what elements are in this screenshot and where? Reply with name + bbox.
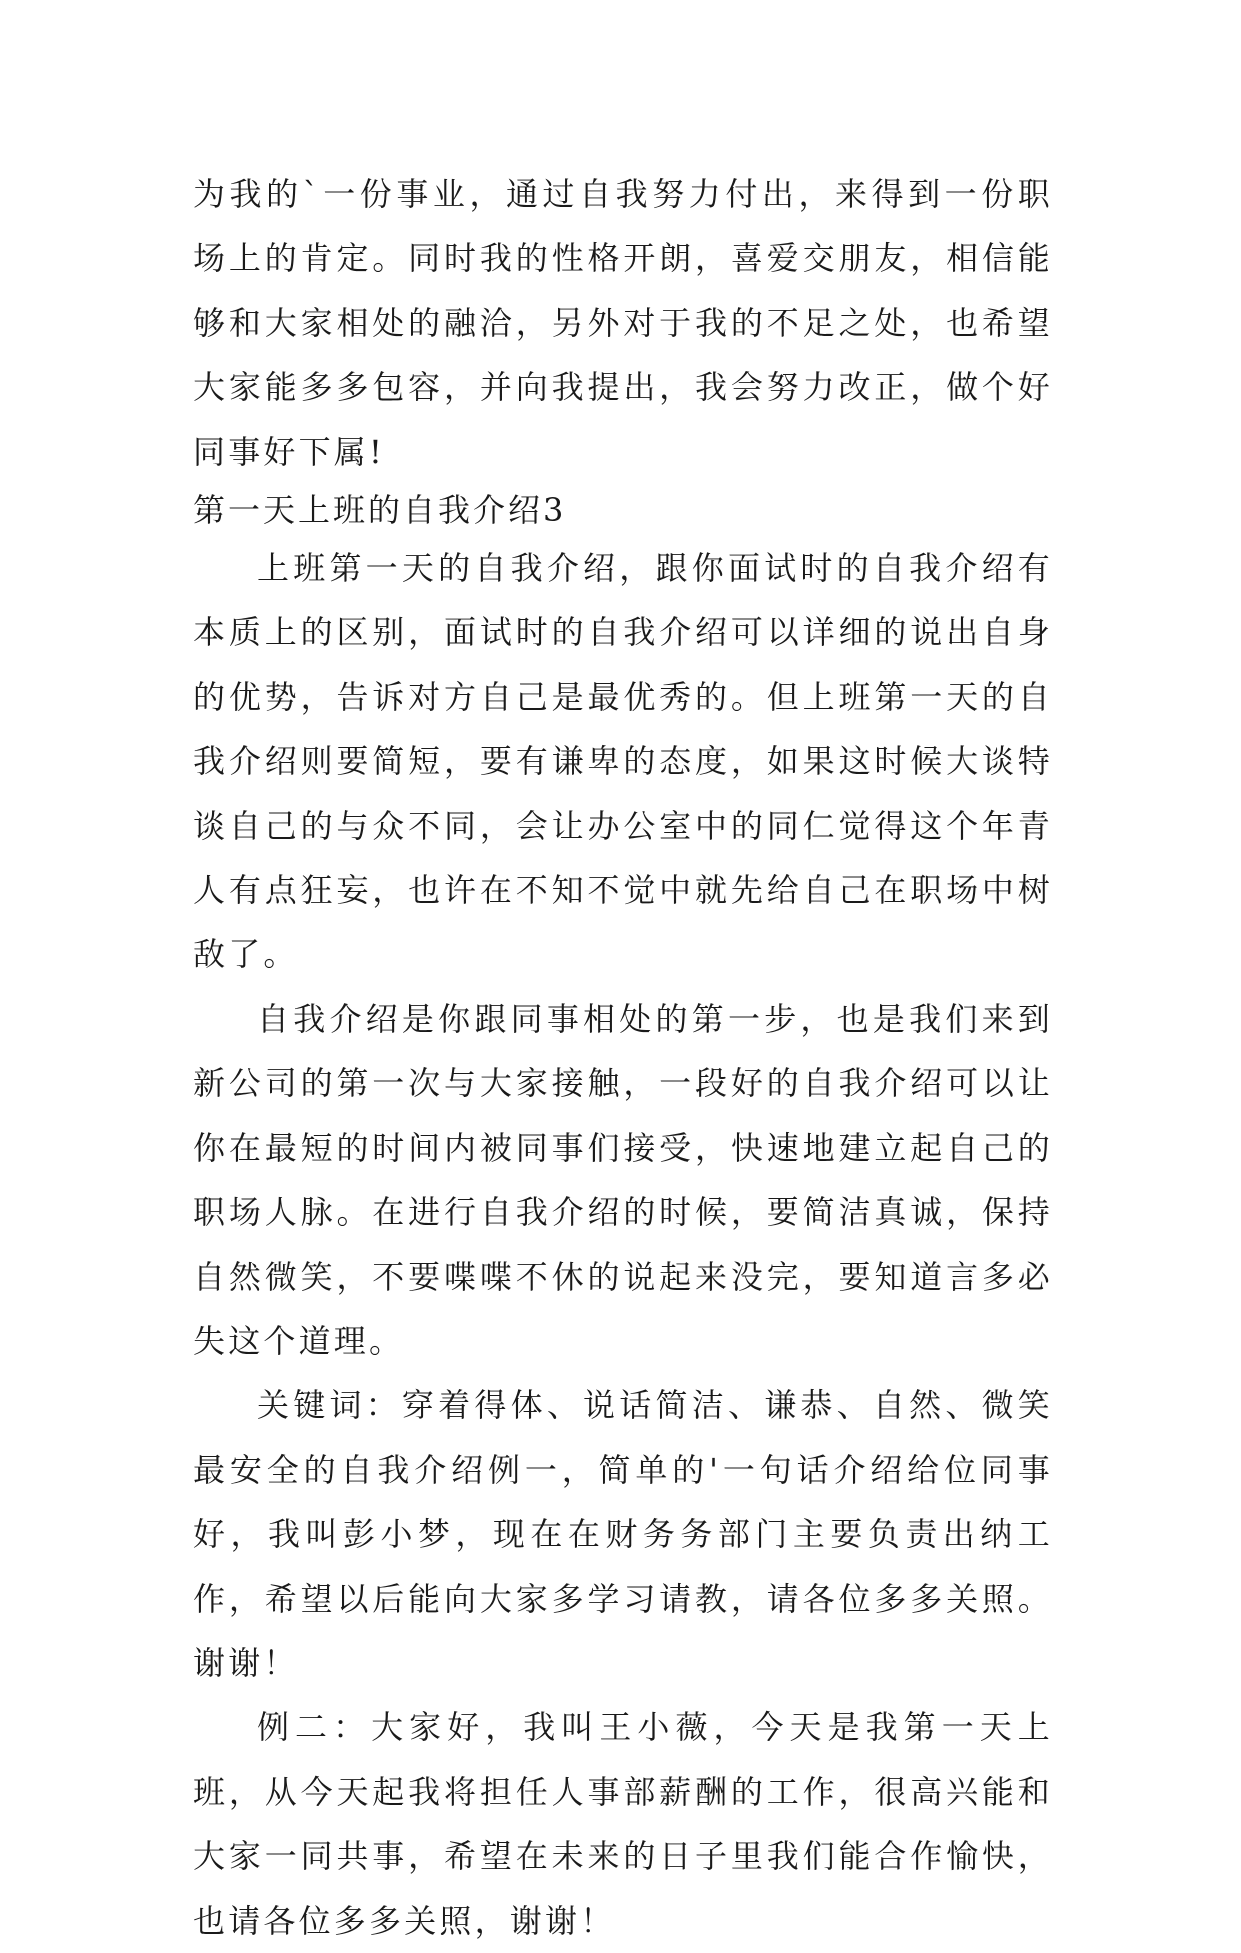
- body-paragraph-2: 自我介绍是你跟同事相处的第一步，也是我们来到新公司的第一次与大家接触，一段好的自我介绍可以让你在最短的时间内被同事们接受，快速地建立起自己的职场人脉。在进行自我介绍的时候，要简洁真诚，保持自然微笑，不要喋喋不休的说起来没完，要知道言多必失这个道理。: [193, 999, 1053, 1360]
- body-paragraph-4: 例二：大家好，我叫王小薇，今天是我第一天上班，从今天起我将担任人事部薪酬的工作，很高兴能和大家一同共事，希望在未来的日子里我们能合作愉快，也请各位多多关照，谢谢！: [193, 1708, 1053, 1940]
- section-heading: 第一天上班的自我介绍3: [193, 491, 567, 530]
- continuation-paragraph: 为我的`一份事业，通过自我努力付出，来得到一份职场上的肯定。同时我的性格开朗，喜爱交朋友，相信能够和大家相处的融洽，另外对于我的不足之处，也希望大家能多多包容，并向我提出，我会努力改正，做个好同事好下属!: [193, 175, 1053, 471]
- document-body: [193, 162, 1053, 1953]
- body-paragraph-3: 关键词：穿着得体、说话简洁、谦恭、自然、微笑最安全的自我介绍例一，简单的'一句话介绍给位同事好，我叫彭小梦，现在在财务务部门主要负责出纳工作，希望以后能向大家多学习请教，请各位多多关照。谢谢！: [193, 1386, 1053, 1682]
- body-paragraph-1: 上班第一天的自我介绍，跟你面试时的自我介绍有本质上的区别，面试时的自我介绍可以详细的说出自身的优势，告诉对方自己是最优秀的。但上班第一天的自我介绍则要简短，要有谦卑的态度，如果这时候大谈特谈自己的与众不同，会让办公室中的同仁觉得这个年青人有点狂妄，也许在不知不觉中就先给自己在职场中树敌了。: [193, 549, 1053, 974]
